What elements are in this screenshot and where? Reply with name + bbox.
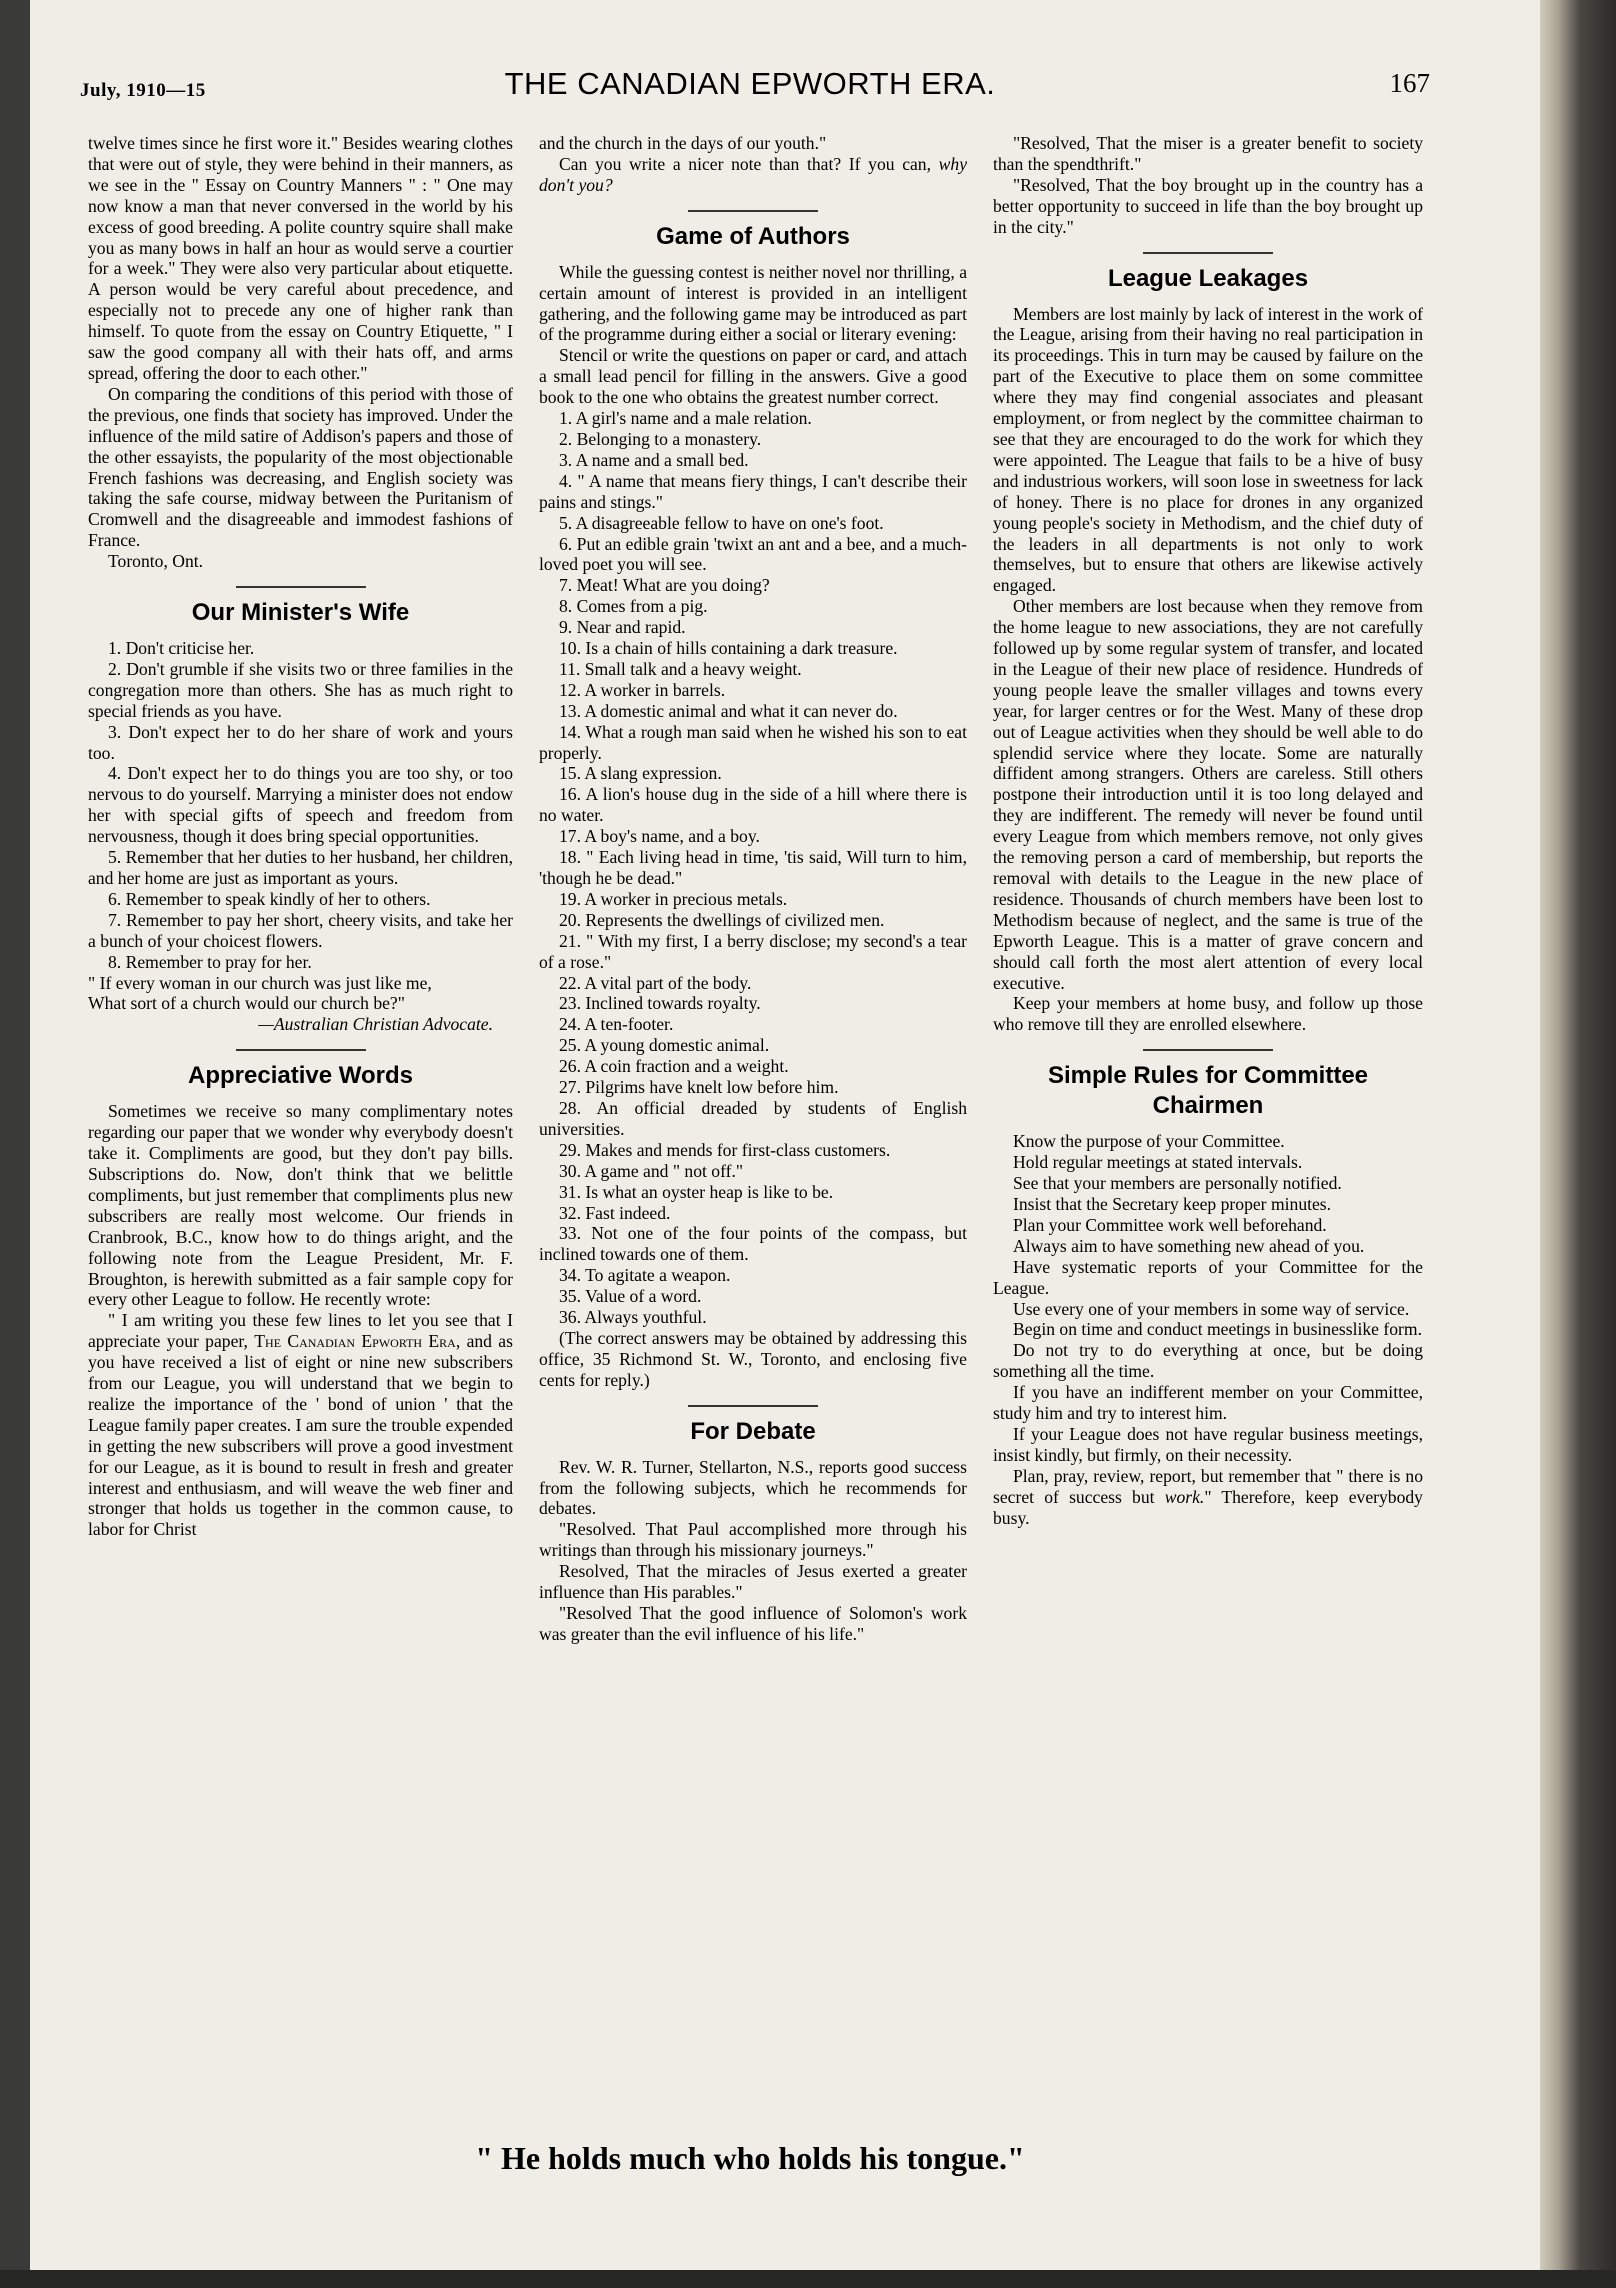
question-item: 9. Near and rapid. — [559, 617, 686, 638]
essay-paragraph: On comparing the conditions of this period with those of the previous, one finds that society has improved. Under the influence of the mild satire of Addison's papers and those of the other essayists, the popularity of the most objectionable French fashions was decreasing, and English society was taking the safe course, midway between the Puritanism of Cromwell and the disagreeable and immodest fashions of France. — [88, 383, 513, 551]
question-item: 22. A vital part of the body. — [559, 972, 752, 993]
question-list — [539, 408, 967, 1328]
question-item: 4. " A name that means fiery things, I can't describe their pains and stings." — [539, 470, 967, 512]
body-paragraph: Keep your members at home busy, and follow up those who remove till they are enrolled elsewhere. — [993, 993, 1423, 1035]
rule-item: See that your members are personally notified. — [1013, 1173, 1342, 1194]
rule-item: Plan your Committee work well beforehand. — [1013, 1214, 1327, 1235]
essay-paragraph: twelve times since he first wore it." Besides wearing clothes that were out of style, they were behind in their manners, as we see in the " Essay on Country Manners " : " One may now know a man that never conversed in the world by his excess of good breeding. A polite country squire shall make you as many bows in half an hour as would serve a courtier for a week." They were also very particular about etiquette. A person would be very careful about precedence, and especially not to precede any one of higher rank than himself. To quote from the essay on Country Etiquette, " I saw the good company all with their hats off, and arms spread, offering the door to each other." — [88, 133, 513, 383]
question-item: 6. Put an edible grain 'twixt an ant and a bee, and a much-loved poet you will see. — [539, 533, 967, 575]
list-item: 6. Remember to speak kindly of her to others. — [108, 888, 431, 909]
list-item: 7. Remember to pay her short, cheery visits, and take her a bunch of your choicest flowers. — [88, 909, 513, 951]
list-item: 3. Don't expect her to do her share of work and yours too. — [88, 721, 513, 763]
section-divider — [236, 586, 366, 588]
question-item: 32. Fast indeed. — [559, 1202, 671, 1223]
rule-item: Insist that the Secretary keep proper minutes. — [1013, 1193, 1332, 1214]
letter-text: " I am writing you these few lines to let you see that I appreciate your paper, — [88, 1310, 513, 1352]
section-heading: For Debate — [690, 1417, 816, 1445]
answers-note: (The correct answers may be obtained by addressing this office, 35 Richmond St. W., Toronto, and enclosing five cents for reply.) — [539, 1327, 967, 1390]
question-item: 25. A young domestic animal. — [559, 1035, 770, 1056]
section-divider — [1143, 252, 1273, 254]
resolution-item: "Resolved, That the miser is a greater benefit to society than the spendthrift." — [993, 133, 1423, 174]
book-binding — [1540, 0, 1616, 2288]
question-item: 8. Comes from a pig. — [559, 596, 708, 617]
source-credit: —Australian Christian Advocate. — [258, 1014, 493, 1035]
section-divider — [688, 210, 818, 212]
body-paragraph: Stencil or write the questions on paper or card, and attach a small lead pencil for filling in the answers. Give a good book to the one who obtains the greatest number correct. — [539, 345, 967, 408]
closing-rule — [993, 1466, 1423, 1529]
question-item: 21. " With my first, I a berry disclose; my second's a tear of a rose." — [539, 930, 967, 972]
page-number: 167 — [1389, 68, 1430, 98]
question-item: 33. Not one of the four points of the compass, but inclined towards one of them. — [539, 1223, 967, 1265]
scan-edge-left — [0, 0, 30, 2288]
resolution-item: Resolved, That the miracles of Jesus exerted a greater influence than His parables." — [539, 1561, 967, 1603]
rule-item: Use every one of your members in some way of service. — [1013, 1298, 1410, 1319]
verse-line: What sort of a church would our church be?" — [88, 993, 405, 1014]
ministers-wife-list — [88, 638, 513, 973]
rule-item: If your League does not have regular business meetings, insist kindly, but firmly, on their necessity. — [993, 1423, 1423, 1465]
letter-paragraph — [88, 1310, 513, 1540]
question-item: 18. " Each living head in time, 'tis said, Will turn to him, 'though he be dead." — [539, 847, 967, 888]
body-paragraph: Members are lost mainly by lack of interest in the work of the League, arising from their having no real participation in its proceedings. This in turn may be caused by failure on the part of the Executive to place them on some committee where they may find congenial associates and pleasant employment, or from neglect by the committee chairman to see that they are encouraged to do the work for which they were appointed. The League that fails to be a hive of busy and industrious workers, will soon lose in sweetness for lack of honey. There is no place for drones in any organized young people's society in Methodism, and the chief duty of the leaders in all departments is not only to work themselves, but to ensure that others are likewise actively engaged. — [993, 303, 1423, 596]
question-item: 7. Meat! What are you doing? — [559, 575, 770, 596]
resolution-item: "Resolved. That Paul accomplished more through his writings than through his missionary journeys." — [539, 1519, 967, 1561]
closing-text: " Therefore, keep everybody busy. — [993, 1486, 1423, 1528]
question-item: 12. A worker in barrels. — [559, 679, 726, 700]
letter-continuation: and the church in the days of our youth." — [539, 133, 827, 153]
verse-line: " If every woman in our church was just like me, — [88, 972, 432, 993]
column-2 — [539, 133, 967, 1645]
question-item: 19. A worker in precious metals. — [559, 888, 788, 909]
challenge-line — [539, 154, 967, 196]
section-heading: Game of Authors — [656, 222, 850, 250]
list-item: 5. Remember that her duties to her husband, her children, and her home are just as important as yours. — [88, 847, 513, 888]
question-item: 1. A girl's name and a male relation. — [559, 408, 812, 429]
question-item: 23. Inclined towards royalty. — [559, 993, 761, 1014]
question-item: 13. A domestic animal and what it can never do. — [559, 700, 898, 721]
list-item: 2. Don't grumble if she visits two or three families in the congregation more than others. She has as much right to special friends as you have. — [88, 658, 513, 721]
rule-item: If you have an indifferent member on your Committee, study him and try to interest him. — [993, 1382, 1423, 1424]
rule-item: Know the purpose of your Committee. — [1013, 1131, 1285, 1152]
resolution-item: "Resolved, That the boy brought up in the country has a better opportunity to succeed in life than the boy brought up in the city." — [993, 174, 1423, 237]
question-item: 14. What a rough man said when he wished his son to eat properly. — [539, 721, 967, 763]
question-item: 11. Small talk and a heavy weight. — [559, 658, 802, 679]
question-item: 35. Value of a word. — [559, 1286, 702, 1307]
list-item: 1. Don't criticise her. — [108, 638, 255, 659]
question-item: 27. Pilgrims have knelt low before him. — [559, 1077, 839, 1098]
scan-edge-bottom — [0, 2270, 1616, 2288]
question-item: 3. A name and a small bed. — [559, 449, 749, 470]
closing-emphasis: work. — [1164, 1486, 1205, 1507]
question-item: 17. A boy's name, and a boy. — [559, 826, 760, 847]
list-item: 8. Remember to pray for her. — [108, 951, 312, 972]
question-item: 26. A coin fraction and a weight. — [559, 1056, 789, 1077]
question-item: 31. Is what an oyster heap is like to be. — [559, 1181, 834, 1202]
question-item: 28. An official dreaded by students of English universities. — [539, 1097, 967, 1139]
column-3 — [993, 133, 1423, 1528]
section-heading: Appreciative Words — [188, 1062, 413, 1090]
question-item: 15. A slang expression. — [559, 763, 722, 784]
section-divider — [688, 1405, 818, 1407]
footer-motto: " He holds much who holds his tongue." — [475, 2140, 1025, 2176]
section-divider — [236, 1049, 366, 1051]
body-paragraph: Rev. W. R. Turner, Stellarton, N.S., reports good success from the following subjects, which he recommends for debates. — [539, 1456, 967, 1519]
question-item: 30. A game and " not off." — [559, 1160, 744, 1181]
rule-item: Do not try to do everything at once, but be doing something all the time. — [993, 1340, 1423, 1382]
challenge-text: Can you write a nicer note than that? If you can, — [559, 153, 932, 174]
letter-text: and as you have received a list of eight or nine new subscribers from our League, you will understand that we begin to realize the importance of the ' bond of union ' that the League family paper creates. I am sure the trouble expended in getting the new subscribers will prove a good investment for our League, as it is bound to result in fresh and greater interest and enthusiasm, and will weave the web finer and stronger that holds us together in the common cause, to labor for Christ — [88, 1331, 513, 1540]
resolution-item: "Resolved That the good influence of Solomon's work was greater than the evil influence of his life." — [539, 1603, 967, 1644]
column-1 — [88, 133, 513, 1540]
header-date: July, 1910—15 — [80, 80, 206, 101]
rule-item: Have systematic reports of your Committee for the League. — [993, 1256, 1423, 1298]
body-paragraph: Other members are lost because when they remove from the home league to new associations, they are not carefully followed up by some regular system of transfer, and located in the League of their new place of residence. Hundreds of young people leave the smaller villages and towns every year, for larger centres or for the West. Many of these drop out of League activities when they should be well able to do splendid service where they locate. Some are naturally diffident among strangers. Others are careless. Still others postpone their introduction until it is too long delayed and they are indifferent. The remedy will never be found until every League from which members remove, not only gives the removing person a card of membership, but reports the removal with details to the League in the new place of residence. Thousands of church members have been lost to Methodism because of neglect, and the same is true of the Epworth League. This is a matter of grave concern and should call forth the most alert attention of every local executive. — [993, 596, 1423, 993]
body-paragraph: Sometimes we receive so many complimentary notes regarding our paper that we wonder why everybody doesn't take it. Compliments are good, but they don't pay bills. Subscriptions do. Now, don't think that we belittle compliments, but just remember that compliments plus new subscribers are really most welcome. Our friends in Cranbrook, B.C., know how to do things aright, and the following note from the League President, Mr. F. Broughton, is herewith submitted as a fair sample copy for every other League to follow. He recently wrote: — [88, 1101, 513, 1310]
question-item: 20. Represents the dwellings of civilized men. — [559, 909, 885, 930]
question-item: 34. To agitate a weapon. — [559, 1265, 731, 1286]
section-heading: League Leakages — [1107, 264, 1309, 292]
body-paragraph: While the guessing contest is neither novel nor thrilling, a certain amount of interest is provided in an intelligent gathering, and the following game may be introduced as part of the programme during either a social or literary evening: — [539, 261, 967, 345]
challenge-emphasis: why don't you? — [539, 153, 968, 195]
rule-item: Begin on time and conduct meetings in businesslike form. — [1013, 1319, 1422, 1340]
paper-name: The Canadian Epworth Era, — [254, 1331, 461, 1352]
question-item: 5. A disagreeable fellow to have on one's foot. — [559, 512, 884, 533]
rule-item: Hold regular meetings at stated intervals. — [1013, 1152, 1303, 1173]
question-item: 36. Always youthful. — [559, 1307, 707, 1328]
section-divider — [1143, 1049, 1273, 1051]
list-item: 4. Don't expect her to do things you are too shy, or too nervous to do yourself. Marrying a minister does not endow her with special gifts of speech and freedom from nervousness, though it does bring special opportunities. — [88, 763, 513, 847]
question-item: 24. A ten-footer. — [559, 1014, 674, 1035]
section-heading: Our Minister's Wife — [191, 599, 410, 627]
rule-item: Always aim to have something new ahead of you. — [1013, 1235, 1365, 1256]
section-heading: Simple Rules for Committee Chairmen — [1047, 1062, 1369, 1120]
question-item: 16. A lion's house dug in the side of a hill where there is no water. — [539, 784, 967, 826]
rules-list — [993, 1131, 1423, 1466]
question-item: 2. Belonging to a monastery. — [559, 428, 762, 449]
question-item: 10. Is a chain of hills containing a dark treasure. — [559, 638, 898, 659]
question-item: 29. Makes and mends for first-class customers. — [559, 1139, 891, 1160]
closing-text: Plan, pray, review, report, but remember that " there is no secret of success but — [993, 1465, 1423, 1507]
publication-title: THE CANADIAN EPWORTH ERA. — [504, 66, 996, 101]
article-place: Toronto, Ont. — [108, 551, 204, 572]
